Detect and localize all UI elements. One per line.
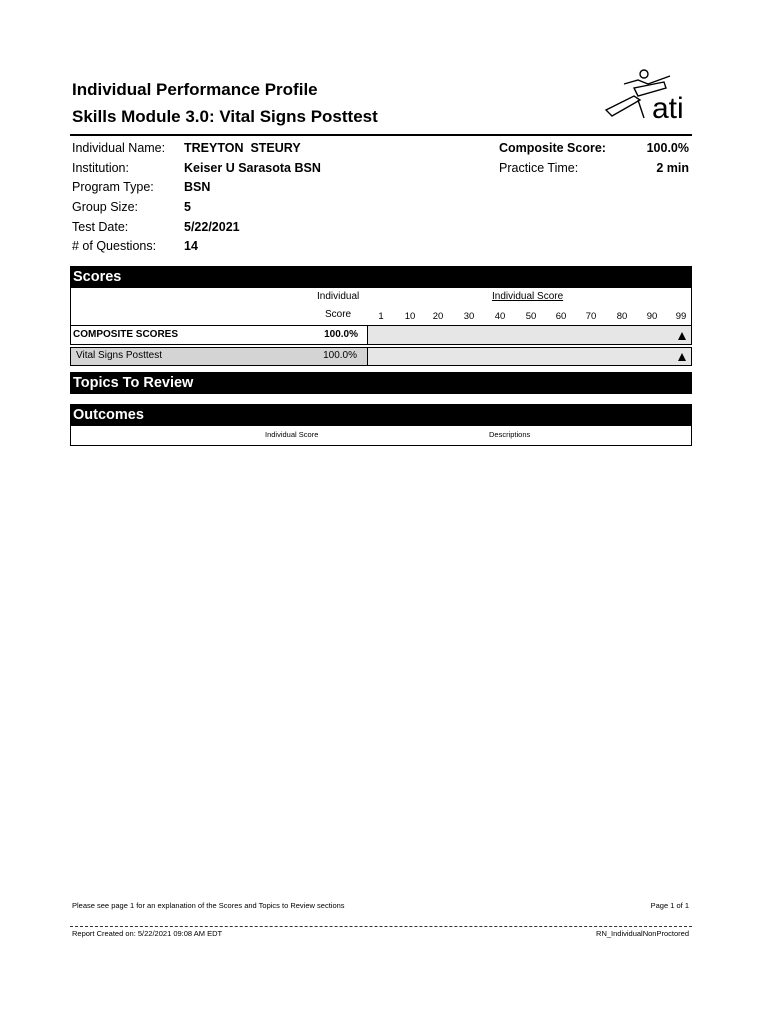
topics-heading: Topics To Review [70, 372, 692, 394]
report-created: Report Created on: 5/22/2021 09:08 AM EDT [72, 929, 223, 938]
institution: Keiser U Sarasota BSN [184, 161, 321, 175]
practice-time: 2 min [656, 161, 689, 175]
percentile-tick: 50 [525, 311, 537, 322]
test-date-label: Test Date: [72, 220, 129, 234]
footer-divider [70, 926, 692, 927]
group-size: 5 [184, 200, 191, 214]
page-title: Individual Performance Profile [72, 80, 318, 99]
report-code: RN_IndividualNonProctored [596, 929, 689, 938]
col-individual-score: Individual Score [492, 291, 564, 302]
percentile-tick: 99 [675, 311, 687, 322]
percentile-tick: 80 [616, 311, 628, 322]
percentile-tick: 30 [463, 311, 475, 322]
ati-logo [604, 68, 694, 126]
practice-time-label: Practice Time: [499, 161, 579, 175]
ati-logo-icon [604, 68, 694, 126]
percentile-tick: 20 [432, 311, 444, 322]
program-type-label: Program Type: [72, 180, 154, 194]
col-score: Score [325, 309, 352, 320]
page-subtitle: Skills Module 3.0: Vital Signs Posttest [72, 107, 378, 126]
percentile-tick: 1 [378, 311, 384, 322]
composite-label: COMPOSITE SCORES [73, 329, 179, 340]
score-marker-icon [678, 353, 686, 361]
percentile-tick: 60 [555, 311, 567, 322]
row-bar [367, 347, 692, 366]
table-row [70, 347, 368, 366]
percentile-tick: 10 [404, 311, 416, 322]
row-label: Vital Signs Posttest [76, 350, 162, 361]
individual-name: TREYTON STEURY [184, 141, 301, 155]
composite-row [70, 325, 368, 345]
outcomes-col-descriptions: Descriptions [489, 430, 531, 439]
scores-heading: Scores [70, 266, 692, 288]
composite-value: 100.0% [324, 329, 358, 340]
percentile-tick: 70 [585, 311, 597, 322]
composite-bar [367, 325, 692, 345]
row-value: 100.0% [323, 350, 357, 361]
outcomes-col-individual-score: Individual Score [265, 430, 319, 439]
page-number: Page 1 of 1 [650, 901, 689, 910]
percentile-tick: 40 [494, 311, 506, 322]
program-type: BSN [184, 180, 211, 194]
institution-label: Institution: [72, 161, 129, 175]
test-date: 5/22/2021 [184, 220, 240, 234]
footer-note: Please see page 1 for an explanation of the Scores and Topics to Review sections [72, 901, 345, 910]
logo-text: ati [652, 92, 684, 125]
questions-label: # of Questions: [72, 239, 157, 253]
group-size-label: Group Size: [72, 200, 139, 214]
col-individual: Individual [317, 291, 360, 302]
composite-score-label: Composite Score: [499, 141, 606, 155]
outcomes-header-box [70, 426, 692, 446]
score-marker-icon [678, 332, 686, 340]
questions-count: 14 [184, 239, 198, 253]
composite-score: 100.0% [646, 141, 689, 155]
individual-name-label: Individual Name: [72, 141, 166, 155]
percentile-tick: 90 [646, 311, 658, 322]
outcomes-heading: Outcomes [70, 404, 692, 426]
header-rule [70, 134, 692, 136]
